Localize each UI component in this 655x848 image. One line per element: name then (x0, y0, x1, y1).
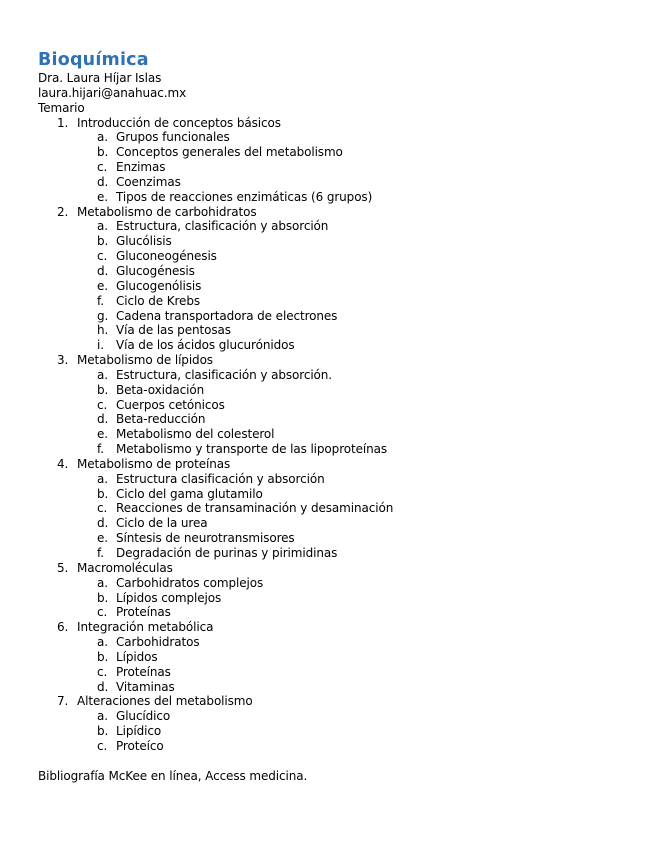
subtopic-letter: b. (97, 234, 109, 249)
subtopic-letter: b. (97, 486, 109, 501)
professor-name: Dra. Laura Híjar Islas (38, 71, 162, 85)
syllabus-subtopic (38, 368, 638, 383)
topic-number: 5. (57, 560, 69, 575)
subtopic-label: Carbohidratos complejos (116, 575, 264, 590)
subtopic-label: Ciclo de la urea (116, 516, 208, 531)
topic-label: Metabolismo de lípidos (77, 353, 213, 368)
subtopic-label: Reacciones de transaminación y desaminación (116, 501, 394, 516)
subtopic-label: Glucogénesis (116, 263, 195, 278)
syllabus-subtopic (38, 724, 638, 739)
syllabus-list (38, 116, 638, 754)
subtopic-letter: h. (97, 323, 109, 338)
syllabus-subtopic (38, 442, 638, 457)
topic-label: Alteraciones del metabolismo (77, 694, 253, 709)
subtopic-letter: f. (97, 442, 104, 457)
syllabus-subtopic (38, 398, 638, 413)
syllabus-subtopic (38, 665, 638, 680)
syllabus-subtopic (38, 383, 638, 398)
email-text: laura.hijari@anahuac.mx (38, 85, 187, 100)
syllabus-subtopic (38, 145, 638, 160)
syllabus-subtopic (38, 190, 638, 205)
subtopic-label: Cuerpos cetónicos (116, 397, 225, 412)
subtopic-label: Degradación de purinas y pirimidinas (116, 546, 338, 560)
subtopic-letter: a. (97, 471, 108, 486)
subtopic-label: Grupos funcionales (116, 130, 230, 145)
syllabus-subtopic (38, 309, 638, 324)
syllabus-subtopic (38, 635, 638, 650)
subtopic-letter: a. (97, 219, 108, 234)
syllabus-subtopic (38, 279, 638, 294)
syllabus-subtopic (38, 680, 638, 695)
subtopic-letter: e. (97, 427, 108, 442)
subtopic-label: Beta-reducción (116, 412, 206, 427)
subtopic-letter: a. (97, 709, 108, 724)
subtopic-letter: c. (97, 664, 108, 679)
syllabus-subtopic (38, 412, 638, 427)
subtopic-letter: d. (97, 679, 109, 694)
subtopic-letter: d. (97, 412, 109, 427)
syllabus-heading: Temario (38, 100, 85, 115)
subtopic-letter: c. (97, 160, 108, 175)
subtopic-letter: c. (97, 397, 108, 412)
topic-number: 1. (57, 115, 69, 130)
syllabus-subtopic (38, 160, 638, 175)
syllabus-subtopic (38, 264, 638, 279)
bibliography-text: Bibliografía McKee en línea, Access medicina. (38, 768, 308, 783)
subtopic-letter: b. (97, 590, 109, 605)
subtopic-letter: e. (97, 531, 108, 546)
subtopic-label: Glucogenólisis (116, 278, 202, 293)
topic-number: 2. (57, 204, 69, 219)
syllabus-subtopic (38, 234, 638, 249)
page-title: Bioquímica (38, 50, 149, 70)
subtopic-label: Beta-oxidación (116, 382, 205, 397)
subtopic-letter: c. (97, 501, 108, 516)
subtopic-letter: d. (97, 174, 109, 189)
topic-number: 6. (57, 620, 69, 635)
document-page (38, 49, 638, 784)
syllabus-subtopic (38, 650, 638, 665)
subtopic-label: Vía de las pentosas (116, 323, 231, 338)
subtopic-label: Carbohidratos (116, 635, 200, 650)
subtopic-letter: c. (97, 738, 108, 753)
subtopic-label: Estructura, clasificación y absorción (116, 219, 329, 234)
subtopic-label: Glucólisis (116, 234, 172, 249)
subtopic-letter: i. (97, 338, 104, 353)
subtopic-letter: a. (97, 367, 108, 382)
subtopic-label: Vía de los ácidos glucurónidos (116, 338, 295, 353)
syllabus-subtopic (38, 130, 638, 145)
subtopic-letter: g. (97, 308, 109, 323)
subtopic-label: Glucídico (116, 709, 171, 724)
subtopic-letter: f. (97, 546, 104, 560)
topic-number: 3. (57, 353, 69, 368)
subtopic-label: Síntesis de neurotransmisores (116, 531, 295, 546)
subtopic-letter: d. (97, 516, 109, 531)
subtopic-letter: c. (97, 605, 108, 620)
subtopic-letter: e. (97, 189, 108, 204)
topic-label: Introducción de conceptos básicos (77, 115, 281, 130)
topic-number: 7. (57, 694, 69, 709)
subtopic-label: Coenzimas (116, 174, 181, 189)
syllabus-subtopic (38, 576, 638, 591)
subtopic-label: Vitaminas (116, 679, 175, 694)
syllabus-topic (38, 561, 638, 576)
subtopic-label: Lípidos complejos (116, 590, 222, 605)
syllabus-subtopic (38, 546, 638, 561)
subtopic-label: Proteíco (116, 738, 164, 753)
subtopic-label: Proteínas (116, 664, 171, 679)
subtopic-letter: f. (97, 293, 104, 308)
syllabus-subtopic (38, 591, 638, 606)
syllabus-subtopic (38, 739, 638, 754)
subtopic-letter: e. (97, 278, 108, 293)
subtopic-label: Metabolismo del colesterol (116, 427, 275, 442)
subtopic-label: Ciclo del gama glutamilo (116, 486, 263, 501)
syllabus-topic (38, 116, 638, 131)
subtopic-letter: a. (97, 635, 108, 650)
syllabus-subtopic (38, 487, 638, 502)
syllabus-subtopic (38, 219, 638, 234)
subtopic-label: Cadena transportadora de electrones (116, 308, 338, 323)
syllabus-subtopic (38, 472, 638, 487)
syllabus-topic (38, 694, 638, 709)
syllabus-topic (38, 205, 638, 220)
syllabus-subtopic (38, 605, 638, 620)
syllabus-topic (38, 457, 638, 472)
syllabus-topic (38, 620, 638, 635)
syllabus-topic (38, 353, 638, 368)
syllabus-subtopic (38, 501, 638, 516)
subtopic-label: Tipos de reacciones enzimáticas (6 grupos) (116, 189, 373, 204)
subtopic-letter: d. (97, 263, 109, 278)
subtopic-letter: a. (97, 575, 108, 590)
syllabus-subtopic (38, 531, 638, 546)
subtopic-label: Lípidos (116, 649, 158, 664)
syllabus-subtopic (38, 516, 638, 531)
syllabus-subtopic (38, 175, 638, 190)
syllabus-subtopic (38, 709, 638, 724)
topic-label: Macromoléculas (77, 560, 173, 575)
subtopic-label: Estructura, clasificación y absorción. (116, 367, 333, 382)
topic-label: Metabolismo de carbohidratos (77, 204, 257, 219)
subtopic-letter: b. (97, 382, 109, 397)
topic-label: Integración metabólica (77, 620, 214, 635)
subtopic-label: Lipídico (116, 724, 162, 739)
subtopic-label: Ciclo de Krebs (116, 293, 201, 308)
subtopic-letter: a. (97, 130, 108, 145)
subtopic-label: Conceptos generales del metabolismo (116, 145, 343, 160)
syllabus-subtopic (38, 294, 638, 309)
syllabus-subtopic (38, 323, 638, 338)
subtopic-letter: b. (97, 145, 109, 160)
syllabus-subtopic (38, 249, 638, 264)
topic-label: Metabolismo de proteínas (77, 456, 231, 471)
paragraph-spacer (38, 754, 638, 769)
topic-number: 4. (57, 456, 69, 471)
subtopic-label: Gluconeogénesis (116, 249, 217, 264)
subtopic-letter: b. (97, 724, 109, 739)
subtopic-label: Estructura clasificación y absorción (116, 471, 325, 486)
subtopic-label: Proteínas (116, 605, 171, 620)
syllabus-subtopic (38, 427, 638, 442)
subtopic-letter: c. (97, 249, 108, 264)
subtopic-letter: b. (97, 649, 109, 664)
subtopic-label: Metabolismo y transporte de las lipoproteínas (116, 442, 388, 457)
subtopic-label: Enzimas (116, 160, 166, 175)
syllabus-subtopic (38, 338, 638, 353)
